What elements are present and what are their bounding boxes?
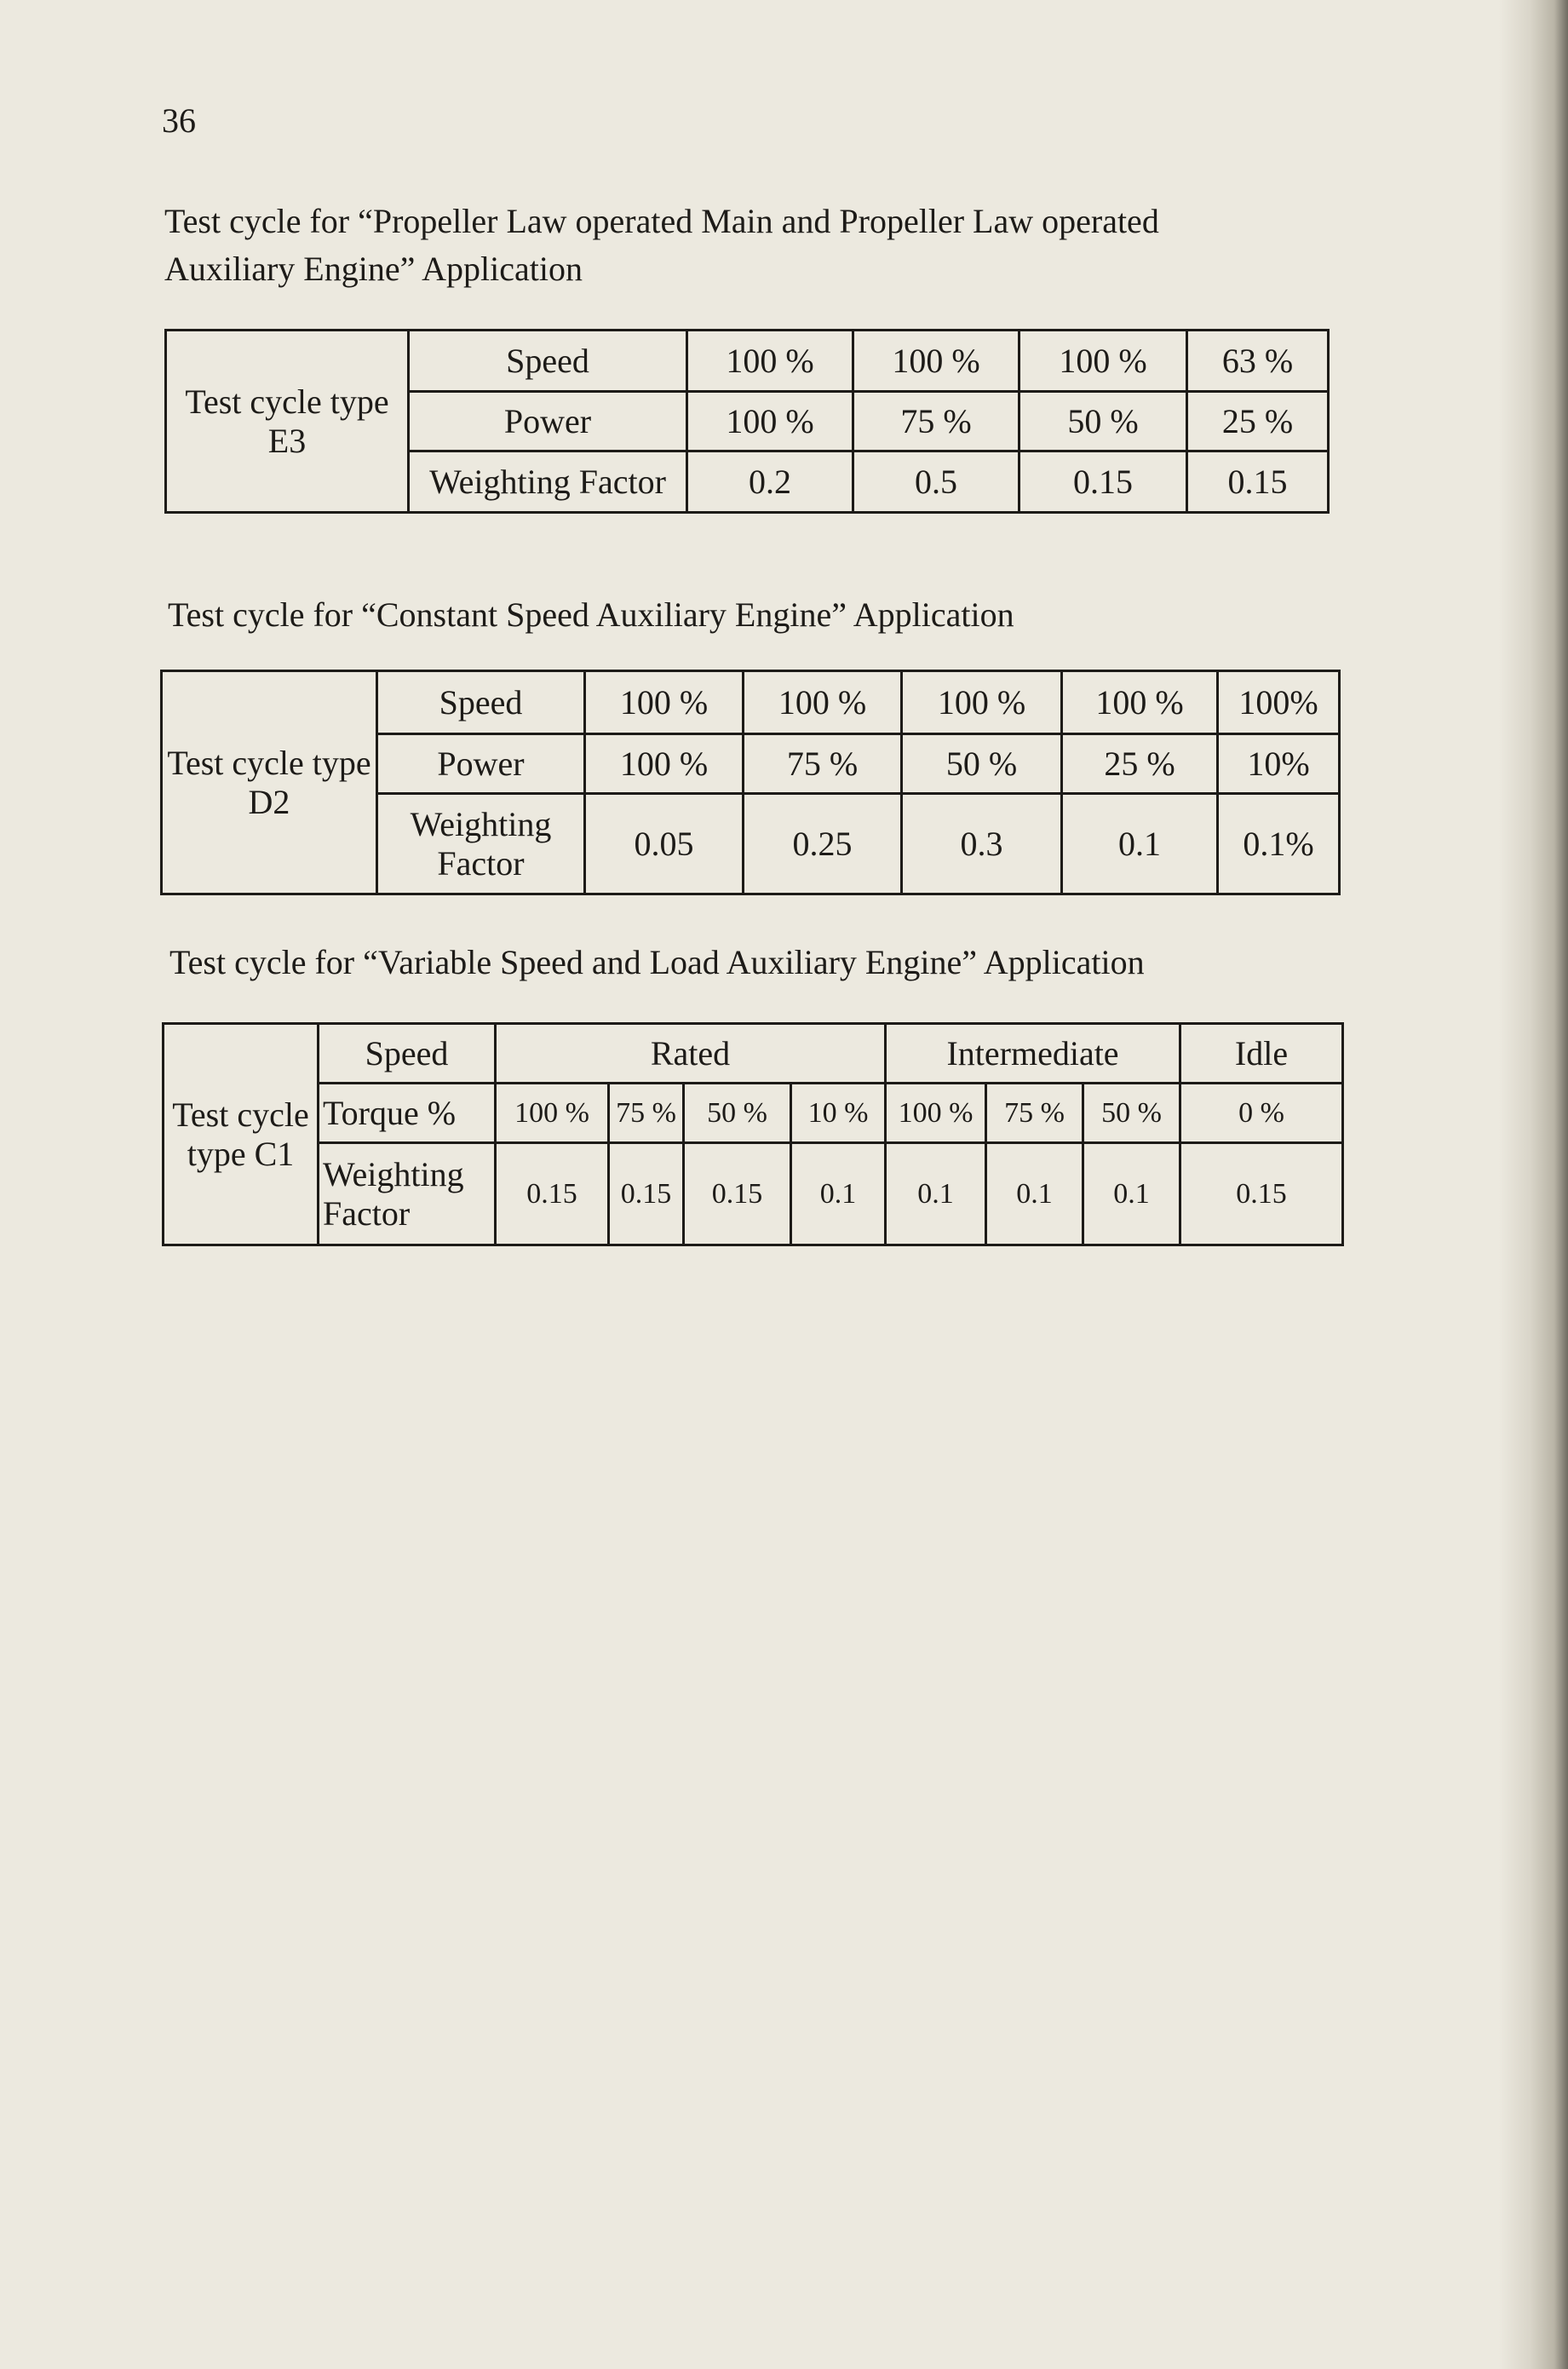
speed-group-rated: Rated <box>496 1024 886 1084</box>
page-number: 36 <box>162 101 196 140</box>
speed-cell: 100 % <box>585 671 744 734</box>
weighting-cell: 0.15 <box>1019 451 1187 513</box>
table-e3 <box>164 329 1330 514</box>
speed-cell: 100% <box>1218 671 1340 734</box>
weighting-cell: 0.2 <box>687 451 853 513</box>
weighting-label: Weighting Factor <box>319 1143 496 1245</box>
weighting-cell: 0.1 <box>986 1143 1083 1245</box>
speed-group-intermediate: Intermediate <box>886 1024 1180 1084</box>
weighting-cell: 0.1% <box>1218 794 1340 894</box>
torque-cell: 75 % <box>986 1084 1083 1143</box>
power-cell: 25 % <box>1187 392 1329 451</box>
speed-label: Speed <box>319 1024 496 1084</box>
type-label-c1: Test cycle type C1 <box>164 1024 319 1245</box>
heading-c1: Test cycle for “Variable Speed and Load Auxiliary Engine” Application <box>169 943 1145 981</box>
heading-e3-line2: Auxiliary Engine” Application <box>164 250 583 288</box>
weighting-cell: 0.3 <box>902 794 1062 894</box>
speed-label: Speed <box>409 331 687 392</box>
weighting-cell: 0.15 <box>684 1143 791 1245</box>
table-c1 <box>162 1022 1344 1246</box>
table-d2 <box>160 670 1341 895</box>
weighting-cell: 0.15 <box>1187 451 1329 513</box>
speed-cell: 100 % <box>902 671 1062 734</box>
speed-group-idle: Idle <box>1180 1024 1343 1084</box>
torque-cell: 100 % <box>886 1084 986 1143</box>
power-label: Power <box>377 734 585 794</box>
weighting-label: Weighting Factor <box>377 794 585 894</box>
power-cell: 50 % <box>902 734 1062 794</box>
heading-e3-line1: Test cycle for “Propeller Law operated Main and Propeller Law operated <box>164 202 1159 240</box>
torque-cell: 75 % <box>609 1084 684 1143</box>
weighting-cell: 0.25 <box>744 794 902 894</box>
speed-cell: 63 % <box>1187 331 1329 392</box>
power-cell: 100 % <box>687 392 853 451</box>
weighting-cell: 0.5 <box>853 451 1019 513</box>
power-cell: 75 % <box>744 734 902 794</box>
weighting-cell: 0.1 <box>1083 1143 1180 1245</box>
speed-cell: 100 % <box>853 331 1019 392</box>
power-cell: 25 % <box>1062 734 1218 794</box>
power-cell: 75 % <box>853 392 1019 451</box>
power-label: Power <box>409 392 687 451</box>
heading-d2: Test cycle for “Constant Speed Auxiliary Engine” Application <box>168 595 1014 634</box>
page-edge-shadow <box>1499 0 1568 2369</box>
type-label-d2: Test cycle type D2 <box>162 671 377 894</box>
speed-cell: 100 % <box>1019 331 1187 392</box>
power-cell: 10% <box>1218 734 1340 794</box>
speed-cell: 100 % <box>687 331 853 392</box>
type-label-e3: Test cycle type E3 <box>166 331 409 513</box>
torque-cell: 50 % <box>684 1084 791 1143</box>
weighting-cell: 0.15 <box>1180 1143 1343 1245</box>
weighting-cell: 0.1 <box>791 1143 886 1245</box>
power-cell: 50 % <box>1019 392 1187 451</box>
speed-cell: 100 % <box>1062 671 1218 734</box>
torque-label: Torque % <box>319 1084 496 1143</box>
torque-cell: 10 % <box>791 1084 886 1143</box>
weighting-cell: 0.1 <box>1062 794 1218 894</box>
torque-cell: 0 % <box>1180 1084 1343 1143</box>
weighting-cell: 0.05 <box>585 794 744 894</box>
torque-cell: 50 % <box>1083 1084 1180 1143</box>
speed-cell: 100 % <box>744 671 902 734</box>
speed-label: Speed <box>377 671 585 734</box>
power-cell: 100 % <box>585 734 744 794</box>
torque-cell: 100 % <box>496 1084 609 1143</box>
weighting-cell: 0.15 <box>496 1143 609 1245</box>
heading-e3 <box>164 198 1159 293</box>
weighting-cell: 0.1 <box>886 1143 986 1245</box>
weighting-label: Weighting Factor <box>409 451 687 513</box>
weighting-cell: 0.15 <box>609 1143 684 1245</box>
